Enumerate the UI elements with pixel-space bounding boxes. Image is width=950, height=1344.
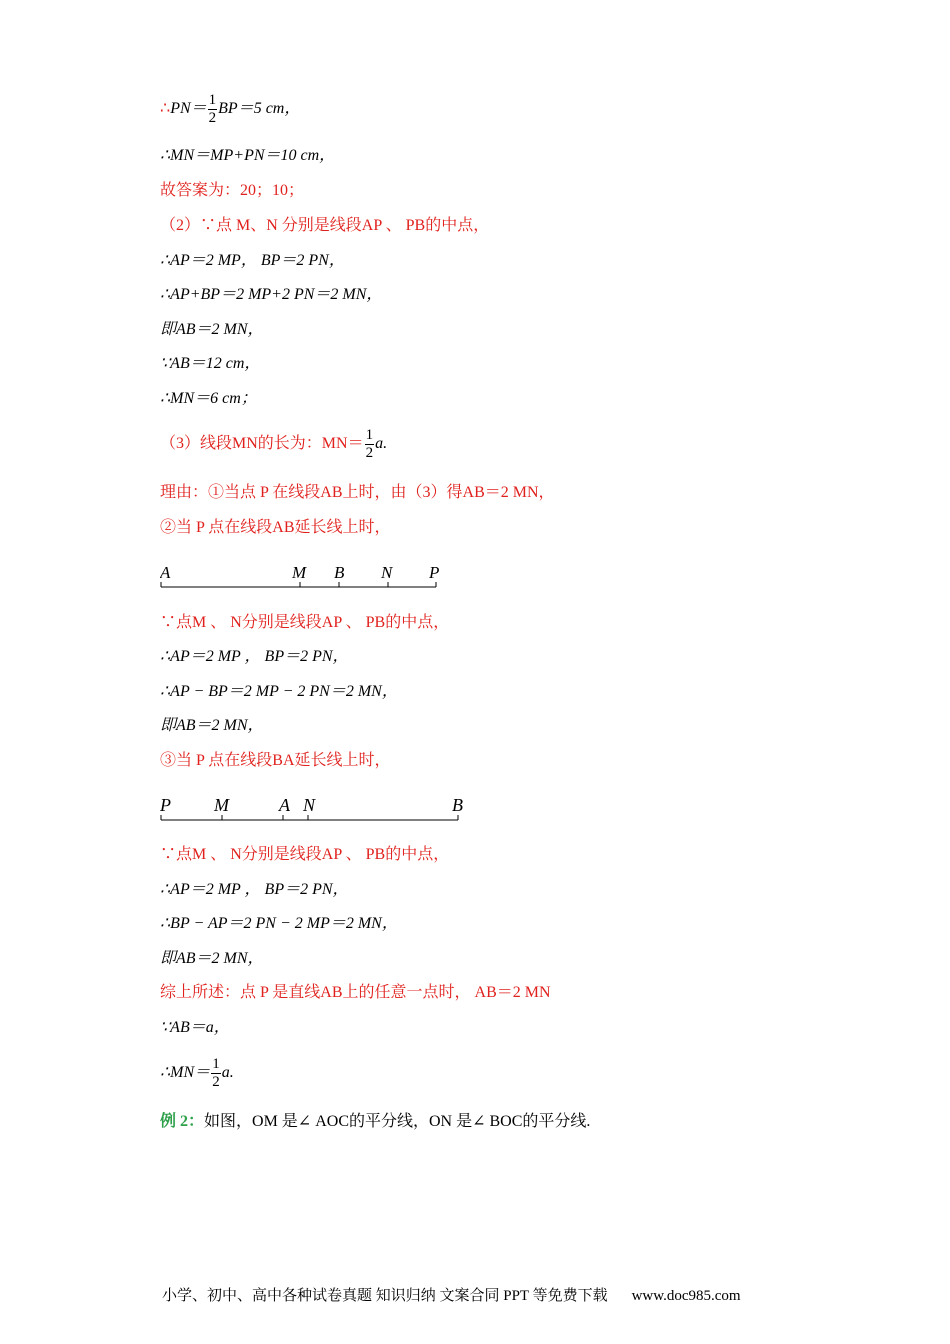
line-17: ③当 P 点在线段BA延长线上时，	[160, 752, 391, 769]
line-24	[160, 1056, 234, 1091]
point-label-n: N	[303, 795, 316, 815]
fraction-denominator: 2	[208, 110, 217, 126]
point-label-n: N	[381, 563, 393, 582]
point-label-a: A	[279, 795, 290, 815]
equation-lhs: PN＝	[170, 100, 207, 118]
fraction-numerator: 1	[208, 92, 217, 108]
fraction	[365, 427, 375, 462]
line-22: 综上所述：点 P 是直线AB上的任意一点时， AB＝2 MN	[160, 984, 551, 1001]
point-label-b: B	[334, 563, 345, 582]
line-19: ∴AP＝2 MP ， BP＝2 PN，	[160, 881, 349, 898]
point-label-m: M	[214, 795, 229, 815]
line-4: （2）∵点 M、N 分别是线段AP 、 PB的中点，	[160, 217, 490, 234]
footer	[162, 1284, 741, 1305]
therefore-symbol: ∴	[160, 100, 171, 118]
line-9: ∴MN＝6 cm；	[160, 390, 257, 407]
fraction-numerator: 1	[212, 1056, 220, 1072]
footer-url[interactable]: www.doc985.com	[631, 1288, 741, 1304]
equation-rhs: BP＝5 cm，	[218, 100, 301, 118]
line-2: ∴MN＝MP+PN＝10 cm，	[160, 147, 336, 164]
line-21: 即AB＝2 MN，	[160, 950, 264, 967]
fraction	[208, 92, 218, 127]
part3-label: （3）线段MN的长为：MN＝	[160, 435, 364, 453]
example-text: 如图，OM 是∠ AOC的平分线，ON 是∠ BOC的平分线.	[204, 1113, 591, 1130]
footer-text: 小学、初中、高中各种试卷真题 知识归纳 文案合同 PPT 等免费下载	[162, 1288, 608, 1304]
fraction-denominator: 2	[212, 1074, 220, 1090]
point-label-p: P	[160, 795, 171, 815]
line-7: 即AB＝2 MN，	[160, 321, 264, 338]
segment-diagram-2	[160, 792, 480, 826]
line-14: ∴AP＝2 MP ， BP＝2 PN，	[160, 648, 349, 665]
point-label-p: P	[429, 563, 440, 582]
example-label: 例 2：	[160, 1113, 205, 1130]
point-label-b: B	[452, 795, 463, 815]
line-8: ∵AB＝12 cm，	[160, 355, 261, 372]
segment-diagram-1	[160, 560, 460, 594]
line-3: 故答案为：20；10；	[160, 182, 305, 199]
line-1	[160, 92, 300, 127]
fraction-denominator: 2	[365, 445, 374, 461]
line-13: ∵点M 、 N分别是线段AP 、 PB的中点，	[160, 614, 450, 631]
line-23: ∵AB＝a，	[160, 1019, 230, 1036]
line-20: ∴BP − AP＝2 PN − 2 MP＝2 MN，	[160, 915, 398, 932]
point-label-a: A	[160, 563, 171, 582]
line-15: ∴AP − BP＝2 MP − 2 PN＝2 MN，	[160, 683, 398, 700]
equation-rhs: a.	[221, 1064, 234, 1082]
fraction	[211, 1056, 221, 1091]
line-10	[160, 427, 387, 462]
example-2	[160, 1112, 590, 1132]
line-18: ∵点M 、 N分别是线段AP 、 PB的中点，	[160, 846, 450, 863]
line-6: ∴AP+BP＝2 MP+2 PN＝2 MN，	[160, 286, 383, 303]
line-12: ②当 P 点在线段AB延长线上时，	[160, 519, 391, 536]
line-16: 即AB＝2 MN，	[160, 717, 264, 734]
line-5: ∴AP＝2 MP， BP＝2 PN，	[160, 252, 345, 269]
equation-rhs: a.	[375, 435, 388, 453]
point-label-m: M	[292, 563, 307, 582]
equation-lhs: ∴MN＝	[160, 1064, 211, 1082]
line-11: 理由：①当点 P 在线段AB上时，由（3）得AB＝2 MN，	[160, 484, 555, 501]
fraction-numerator: 1	[365, 427, 374, 443]
